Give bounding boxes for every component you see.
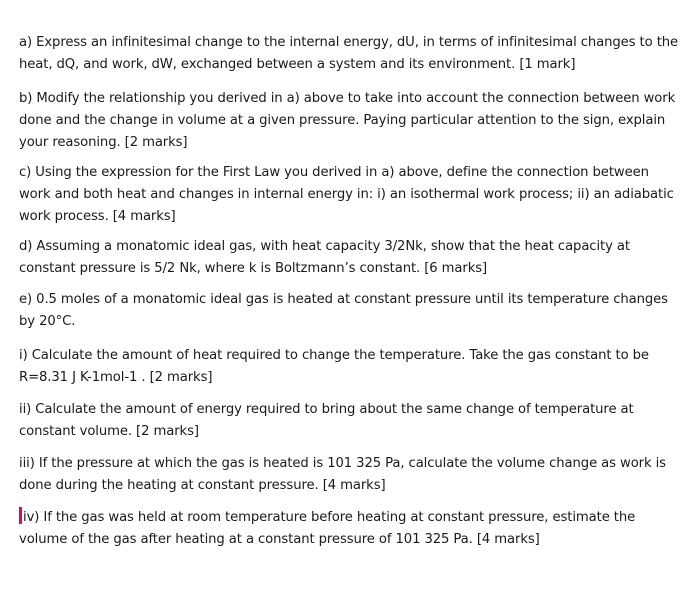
- question-e-iv-text: iv) If the gas was held at room temperature before heating at constant pressure, estimate the volume of the gas after heating at a constant pressure of 101 325 Pa. [4 marks]: [19, 510, 636, 547]
- question-e-iii: iii) If the pressure at which the gas is heated is 101 325 Pa, calculate the volume change as work is done during the heating at constant pressure. [4 marks]: [19, 456, 666, 493]
- text-cursor-marker: [19, 507, 22, 524]
- question-e-i: i) Calculate the amount of heat required to change the temperature. Take the gas constant to be R=8.31 J K-1mol-1 . [2 marks]: [19, 348, 649, 385]
- question-a: a) Express an infinitesimal change to the internal energy, dU, in terms of infinitesimal changes to the heat, dQ, and work, dW, exchanged between a system and its environment. [1 mark]: [19, 35, 679, 72]
- question-d: d) Assuming a monatomic ideal gas, with heat capacity 3/2Nk, show that the heat capacity at constant pressure is 5/2 Nk, where k is Boltzmann’s constant. [6 marks]: [19, 239, 630, 276]
- question-e: e) 0.5 moles of a monatomic ideal gas is heated at constant pressure until its temperature changes by 20°C.: [19, 292, 668, 329]
- question-b: b) Modify the relationship you derived in a) above to take into account the connection between work done and the change in volume at a given pressure. Paying particular attention to the sign, explain your reasoning. [2 marks]: [19, 91, 676, 150]
- question-e-ii: ii) Calculate the amount of energy required to bring about the same change of temperature at constant volume. [2 marks]: [19, 402, 634, 439]
- question-c: c) Using the expression for the First Law you derived in a) above, define the connection between work and both heat and changes in internal energy in: i) an isothermal work process; ii) an adiabatic work process. [4 marks]: [19, 165, 674, 224]
- question-e-iv: [19, 507, 684, 551]
